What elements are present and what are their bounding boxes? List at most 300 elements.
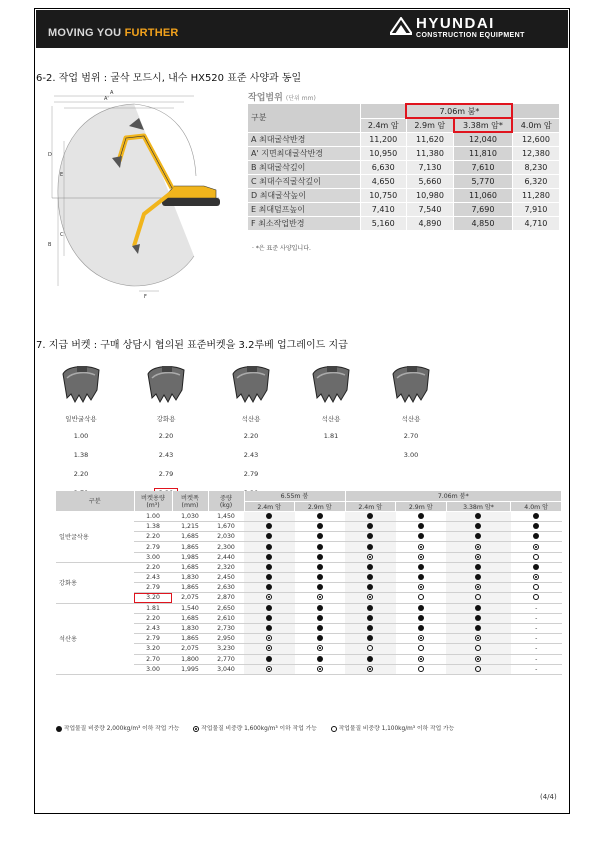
cell-capacity: 3.00: [134, 664, 172, 674]
working-range-table: [248, 103, 560, 231]
filled-dot-icon: [367, 564, 373, 570]
cell-mark: [244, 664, 295, 674]
filled-dot-icon: [533, 533, 539, 539]
range-label: A 최대굴삭반경: [248, 132, 360, 146]
cell-mark: [244, 511, 295, 521]
cell-mark: [446, 542, 511, 552]
boom1-header: 6.55m 붐: [244, 491, 345, 501]
cell-mark: [396, 644, 447, 654]
filled-dot-icon: [418, 615, 424, 621]
cell-mark: [244, 562, 295, 572]
cell-capacity: 1.81: [134, 603, 172, 613]
cell-width: 2,075: [172, 644, 208, 654]
cell-weight: 2,730: [208, 623, 244, 633]
cell-capacity: 2.70: [134, 654, 172, 664]
cell-mark: [295, 634, 346, 644]
dotted-circle-icon: [317, 594, 323, 600]
filled-dot-icon: [367, 523, 373, 529]
dotted-circle-icon: [533, 574, 539, 580]
filled-dot-icon: [266, 625, 272, 631]
cell-mark: [511, 644, 562, 654]
cell-mark: [244, 583, 295, 593]
dotted-circle-icon: [266, 635, 272, 641]
arm-header: 3.38m 암*: [454, 118, 513, 132]
range-row: [248, 188, 560, 202]
cell-width: 1,865: [172, 583, 208, 593]
bucket-icon: [387, 360, 435, 408]
cell-width: 1,685: [172, 562, 208, 572]
cell-weight: 2,320: [208, 562, 244, 572]
range-row: [248, 132, 560, 146]
cell-mark: [511, 654, 562, 664]
cell-weight: 2,440: [208, 552, 244, 562]
cell-mark: [396, 623, 447, 633]
cell-mark: [511, 562, 562, 572]
cell-mark: [396, 552, 447, 562]
range-value: 5,660: [406, 174, 453, 188]
cell-mark: [295, 562, 346, 572]
cell-mark: [295, 583, 346, 593]
bucket-gallery: [36, 360, 568, 485]
cell-mark: [345, 603, 396, 613]
cell-mark: [511, 664, 562, 674]
cell-mark: [446, 532, 511, 542]
range-value: 5,770: [454, 174, 513, 188]
filled-dot-icon: [367, 605, 373, 611]
filled-dot-icon: [266, 574, 272, 580]
filled-dot-icon: [266, 554, 272, 560]
filled-dot-icon: [266, 513, 272, 519]
filled-dot-icon: [475, 533, 481, 539]
filled-dot-icon: [317, 656, 323, 662]
range-col-header: 구분: [248, 104, 360, 132]
col-group: 구분: [56, 491, 134, 511]
cell-mark: [396, 573, 447, 583]
cell-mark: [446, 573, 511, 583]
cell-weight: 2,610: [208, 613, 244, 623]
filled-dot-icon: [367, 615, 373, 621]
bucket-capacity: 2.70: [403, 432, 419, 440]
cell-mark: [244, 603, 295, 613]
filled-dot-icon: [533, 513, 539, 519]
range-table-title: 작업범위 (단위 mm): [248, 93, 316, 103]
cell-mark: [244, 542, 295, 552]
brand-subtitle: CONSTRUCTION EQUIPMENT: [416, 32, 525, 39]
cell-mark: [396, 522, 447, 532]
filled-dot-icon: [317, 523, 323, 529]
range-row: [248, 216, 560, 230]
cell-mark: [345, 664, 396, 674]
cell-mark: [446, 613, 511, 623]
open-circle-icon: [367, 645, 373, 651]
cell-mark: [345, 542, 396, 552]
arm-header: 2.4m 암: [244, 501, 295, 511]
bucket-capacity: 2.79: [158, 470, 174, 478]
range-value: 11,810: [454, 146, 513, 160]
cell-weight: 2,650: [208, 603, 244, 613]
boom2-header: 7.06m 붐*: [345, 491, 561, 501]
cell-weight: 1,450: [208, 511, 244, 521]
cell-weight: 2,630: [208, 583, 244, 593]
open-circle-icon: [418, 594, 424, 600]
cell-mark: [396, 603, 447, 613]
cell-width: 1,685: [172, 613, 208, 623]
filled-dot-icon: [317, 554, 323, 560]
bucket-name: 석산용: [321, 415, 341, 423]
filled-dot-icon: [418, 513, 424, 519]
label-a: A: [110, 90, 114, 96]
range-row: [248, 146, 560, 160]
cell-mark: [345, 573, 396, 583]
working-range-diagram: [44, 86, 244, 301]
cell-width: 2,075: [172, 593, 208, 603]
range-value: 11,060: [454, 188, 513, 202]
range-value: 7,410: [360, 202, 406, 216]
cell-mark: [295, 664, 346, 674]
dash: -: [535, 625, 538, 633]
cell-capacity: 2.43: [134, 623, 172, 633]
dotted-circle-icon: [418, 635, 424, 641]
dotted-circle-icon: [367, 666, 373, 672]
cell-mark: [244, 593, 295, 603]
open-circle-icon: [533, 584, 539, 590]
filled-dot-icon: [266, 615, 272, 621]
slogan: MOVING YOU FURTHER: [48, 27, 179, 39]
filled-dot-icon: [418, 523, 424, 529]
cell-mark: [295, 623, 346, 633]
bucket-capacity: 2.20: [73, 470, 89, 478]
arm-header: 2.9m 암: [406, 118, 453, 132]
bucket-icon: [227, 360, 275, 408]
cell-mark: [345, 583, 396, 593]
cell-capacity: 2.79: [134, 634, 172, 644]
cell-mark: [244, 644, 295, 654]
bucket-capacity: 1.00: [73, 432, 89, 440]
cell-mark: [511, 583, 562, 593]
filled-dot-icon: [418, 564, 424, 570]
dotted-circle-icon: [266, 666, 272, 672]
cell-mark: [345, 562, 396, 572]
cell-mark: [511, 603, 562, 613]
cell-mark: [345, 593, 396, 603]
cell-mark: [345, 532, 396, 542]
cell-width: 1,865: [172, 542, 208, 552]
filled-dot-icon: [367, 544, 373, 550]
filled-dot-icon: [533, 523, 539, 529]
group-label: 석산용: [56, 603, 134, 674]
bucket-name: 강화용: [156, 415, 176, 423]
cell-mark: [446, 583, 511, 593]
filled-dot-icon: [317, 615, 323, 621]
table-row: [56, 511, 562, 521]
cell-mark: [446, 593, 511, 603]
filled-dot-icon: [475, 564, 481, 570]
filled-dot-icon: [266, 533, 272, 539]
dotted-circle-icon: [367, 554, 373, 560]
range-value: 8,230: [512, 160, 559, 174]
label-f: F: [144, 294, 147, 300]
filled-dot-icon: [367, 625, 373, 631]
cell-mark: [345, 511, 396, 521]
range-value: 4,710: [512, 216, 559, 230]
filled-dot-icon: [317, 625, 323, 631]
cell-weight: 2,950: [208, 634, 244, 644]
cell-capacity: 3.20: [134, 593, 172, 603]
cell-mark: [511, 522, 562, 532]
cell-capacity: 2.20: [134, 562, 172, 572]
filled-dot-icon: [266, 544, 272, 550]
range-value: 4,890: [406, 216, 453, 230]
filled-dot-icon: [475, 615, 481, 621]
section6-heading: 6-2. 작업 범위 : 굴삭 모드시, 내수 HX520 표준 사양과 동일: [36, 73, 302, 84]
bucket-capacity: 1.81: [323, 432, 339, 440]
cell-capacity: 3.00: [134, 552, 172, 562]
filled-dot-icon: [533, 564, 539, 570]
legend-item: 작업물질 비중량 1,600kg/m³ 이하 작업 가능: [193, 726, 316, 732]
dotted-circle-icon: [475, 635, 481, 641]
range-label: E 최대덤프높이: [248, 202, 360, 216]
cell-mark: [446, 634, 511, 644]
cell-mark: [295, 593, 346, 603]
open-circle-icon: [475, 666, 481, 672]
open-circle-icon: [475, 594, 481, 600]
cell-mark: [295, 532, 346, 542]
cell-mark: [345, 552, 396, 562]
label-a-prime: A': [104, 96, 109, 102]
arm-header: 4.0m 암: [511, 501, 562, 511]
cell-mark: [446, 522, 511, 532]
dotted-circle-icon: [266, 594, 272, 600]
cell-mark: [396, 583, 447, 593]
range-label: C 최대수직굴삭깊이: [248, 174, 360, 188]
header-banner: [36, 10, 568, 48]
cell-mark: [345, 522, 396, 532]
range-value: 4,850: [454, 216, 513, 230]
bucket-card: [376, 360, 446, 461]
filled-dot-icon: [475, 574, 481, 580]
cell-mark: [295, 603, 346, 613]
range-label: A' 지면최대굴삭반경: [248, 146, 360, 160]
arm-header: 4.0m 암: [512, 118, 559, 132]
bucket-card: [296, 360, 366, 442]
cell-mark: [345, 644, 396, 654]
filled-dot-icon: [367, 574, 373, 580]
cell-width: 1,030: [172, 511, 208, 521]
cell-mark: [244, 623, 295, 633]
cell-mark: [295, 654, 346, 664]
cell-weight: 1,670: [208, 522, 244, 532]
filled-dot-icon: [317, 513, 323, 519]
section7-heading: 7. 지급 버켓 : 구매 상담시 협의된 표준버켓을 3.2루베 업그레이드 지급: [36, 340, 348, 351]
bucket-name: 석산용: [401, 415, 421, 423]
cell-mark: [244, 573, 295, 583]
bucket-capacity: 1.38: [73, 451, 89, 459]
cell-capacity: 3.20: [134, 644, 172, 654]
range-value: 11,380: [406, 146, 453, 160]
arm-header: 2.4m 암: [360, 118, 406, 132]
filled-dot-icon: [266, 523, 272, 529]
range-value: 7,540: [406, 202, 453, 216]
open-circle-icon: [331, 726, 337, 732]
open-circle-icon: [475, 645, 481, 651]
filled-dot-icon: [317, 564, 323, 570]
bucket-capacity: 2.79: [243, 470, 259, 478]
page-number: (4/4): [540, 793, 557, 801]
legend: [56, 723, 556, 732]
cell-width: 1,800: [172, 654, 208, 664]
legend-item: 작업물질 비중량 1,100kg/m³ 이하 작업 가능: [331, 726, 454, 732]
filled-dot-icon: [367, 656, 373, 662]
cell-capacity: 2.20: [134, 532, 172, 542]
cell-width: 1,830: [172, 623, 208, 633]
arm-header: 2.4m 암: [345, 501, 396, 511]
bucket-capacity: 2.20: [243, 432, 259, 440]
range-label: F 최소작업반경: [248, 216, 360, 230]
dotted-circle-icon: [475, 544, 481, 550]
label-d: D: [48, 152, 52, 158]
cell-mark: [396, 664, 447, 674]
cell-width: 1,540: [172, 603, 208, 613]
dotted-circle-icon: [317, 645, 323, 651]
cell-mark: [396, 654, 447, 664]
dash: -: [535, 645, 538, 653]
cell-width: 1,865: [172, 634, 208, 644]
range-value: 4,650: [360, 174, 406, 188]
range-row: [248, 160, 560, 174]
filled-dot-icon: [367, 584, 373, 590]
cell-mark: [295, 573, 346, 583]
dotted-circle-icon: [193, 726, 199, 732]
filled-dot-icon: [317, 533, 323, 539]
filled-dot-icon: [367, 533, 373, 539]
filled-dot-icon: [418, 574, 424, 580]
cell-mark: [396, 511, 447, 521]
cell-mark: [511, 573, 562, 583]
range-value: 10,980: [406, 188, 453, 202]
filled-dot-icon: [475, 625, 481, 631]
bucket-card: [216, 360, 286, 499]
cell-mark: [244, 654, 295, 664]
cell-mark: [244, 613, 295, 623]
cell-mark: [244, 552, 295, 562]
dotted-circle-icon: [418, 544, 424, 550]
bucket-capacity: 2.20: [158, 432, 174, 440]
dash: -: [535, 614, 538, 622]
cell-mark: [295, 522, 346, 532]
table-row: [56, 562, 562, 572]
bucket-icon: [142, 360, 190, 408]
cell-capacity: 1.00: [134, 511, 172, 521]
bucket-capacity: 3.00: [403, 451, 419, 459]
cell-mark: [396, 593, 447, 603]
range-value: 7,130: [406, 160, 453, 174]
cell-mark: [295, 613, 346, 623]
cell-mark: [511, 634, 562, 644]
cell-capacity: 2.79: [134, 583, 172, 593]
dotted-circle-icon: [418, 656, 424, 662]
cell-mark: [446, 623, 511, 633]
cell-weight: 2,300: [208, 542, 244, 552]
bucket-icon: [307, 360, 355, 408]
cell-weight: 2,870: [208, 593, 244, 603]
cell-width: 1,685: [172, 532, 208, 542]
filled-dot-icon: [266, 584, 272, 590]
filled-dot-icon: [367, 635, 373, 641]
range-value: 11,200: [360, 132, 406, 146]
dotted-circle-icon: [418, 554, 424, 560]
dotted-circle-icon: [475, 554, 481, 560]
filled-dot-icon: [317, 635, 323, 641]
bucket-icon: [57, 360, 105, 408]
cell-mark: [396, 562, 447, 572]
label-e: E: [60, 172, 64, 178]
cell-mark: [244, 532, 295, 542]
range-value: 12,600: [512, 132, 559, 146]
filled-dot-icon: [56, 726, 62, 732]
dotted-circle-icon: [266, 645, 272, 651]
cell-mark: [511, 623, 562, 633]
arm-header: 2.9m 암: [295, 501, 346, 511]
filled-dot-icon: [317, 605, 323, 611]
bucket-capacity: 2.43: [158, 451, 174, 459]
open-circle-icon: [418, 666, 424, 672]
cell-mark: [345, 623, 396, 633]
dotted-circle-icon: [475, 584, 481, 590]
cell-mark: [446, 644, 511, 654]
cell-capacity: 2.43: [134, 573, 172, 583]
bucket-capacity: 2.43: [243, 451, 259, 459]
open-circle-icon: [533, 594, 539, 600]
filled-dot-icon: [317, 584, 323, 590]
cell-mark: [446, 603, 511, 613]
cell-weight: 2,770: [208, 654, 244, 664]
cell-capacity: 2.79: [134, 542, 172, 552]
cell-mark: [446, 552, 511, 562]
dash: -: [535, 655, 538, 663]
dotted-circle-icon: [475, 656, 481, 662]
range-value: 10,950: [360, 146, 406, 160]
cell-mark: [295, 552, 346, 562]
cell-mark: [244, 634, 295, 644]
cell-mark: [446, 654, 511, 664]
range-label: D 최대굴삭높이: [248, 188, 360, 202]
filled-dot-icon: [418, 605, 424, 611]
dotted-circle-icon: [317, 666, 323, 672]
cell-mark: [511, 552, 562, 562]
filled-dot-icon: [475, 523, 481, 529]
hyundai-triangle-icon: [390, 17, 412, 35]
cell-mark: [396, 532, 447, 542]
bucket-card: [131, 360, 201, 499]
brand-name: HYUNDAI: [416, 15, 495, 32]
col-weight: 중량 (kg): [208, 491, 244, 511]
cell-width: 1,215: [172, 522, 208, 532]
cell-mark: [446, 511, 511, 521]
filled-dot-icon: [266, 656, 272, 662]
filled-dot-icon: [317, 544, 323, 550]
open-circle-icon: [533, 554, 539, 560]
dash: -: [535, 604, 538, 612]
dash: -: [535, 665, 538, 673]
range-value: 7,910: [512, 202, 559, 216]
cell-capacity: 2.20: [134, 613, 172, 623]
cell-mark: [446, 562, 511, 572]
range-value: 6,630: [360, 160, 406, 174]
label-c: C: [60, 232, 64, 238]
cell-weight: 3,040: [208, 664, 244, 674]
cell-width: 1,985: [172, 552, 208, 562]
bucket-compatibility-table: [56, 491, 562, 675]
